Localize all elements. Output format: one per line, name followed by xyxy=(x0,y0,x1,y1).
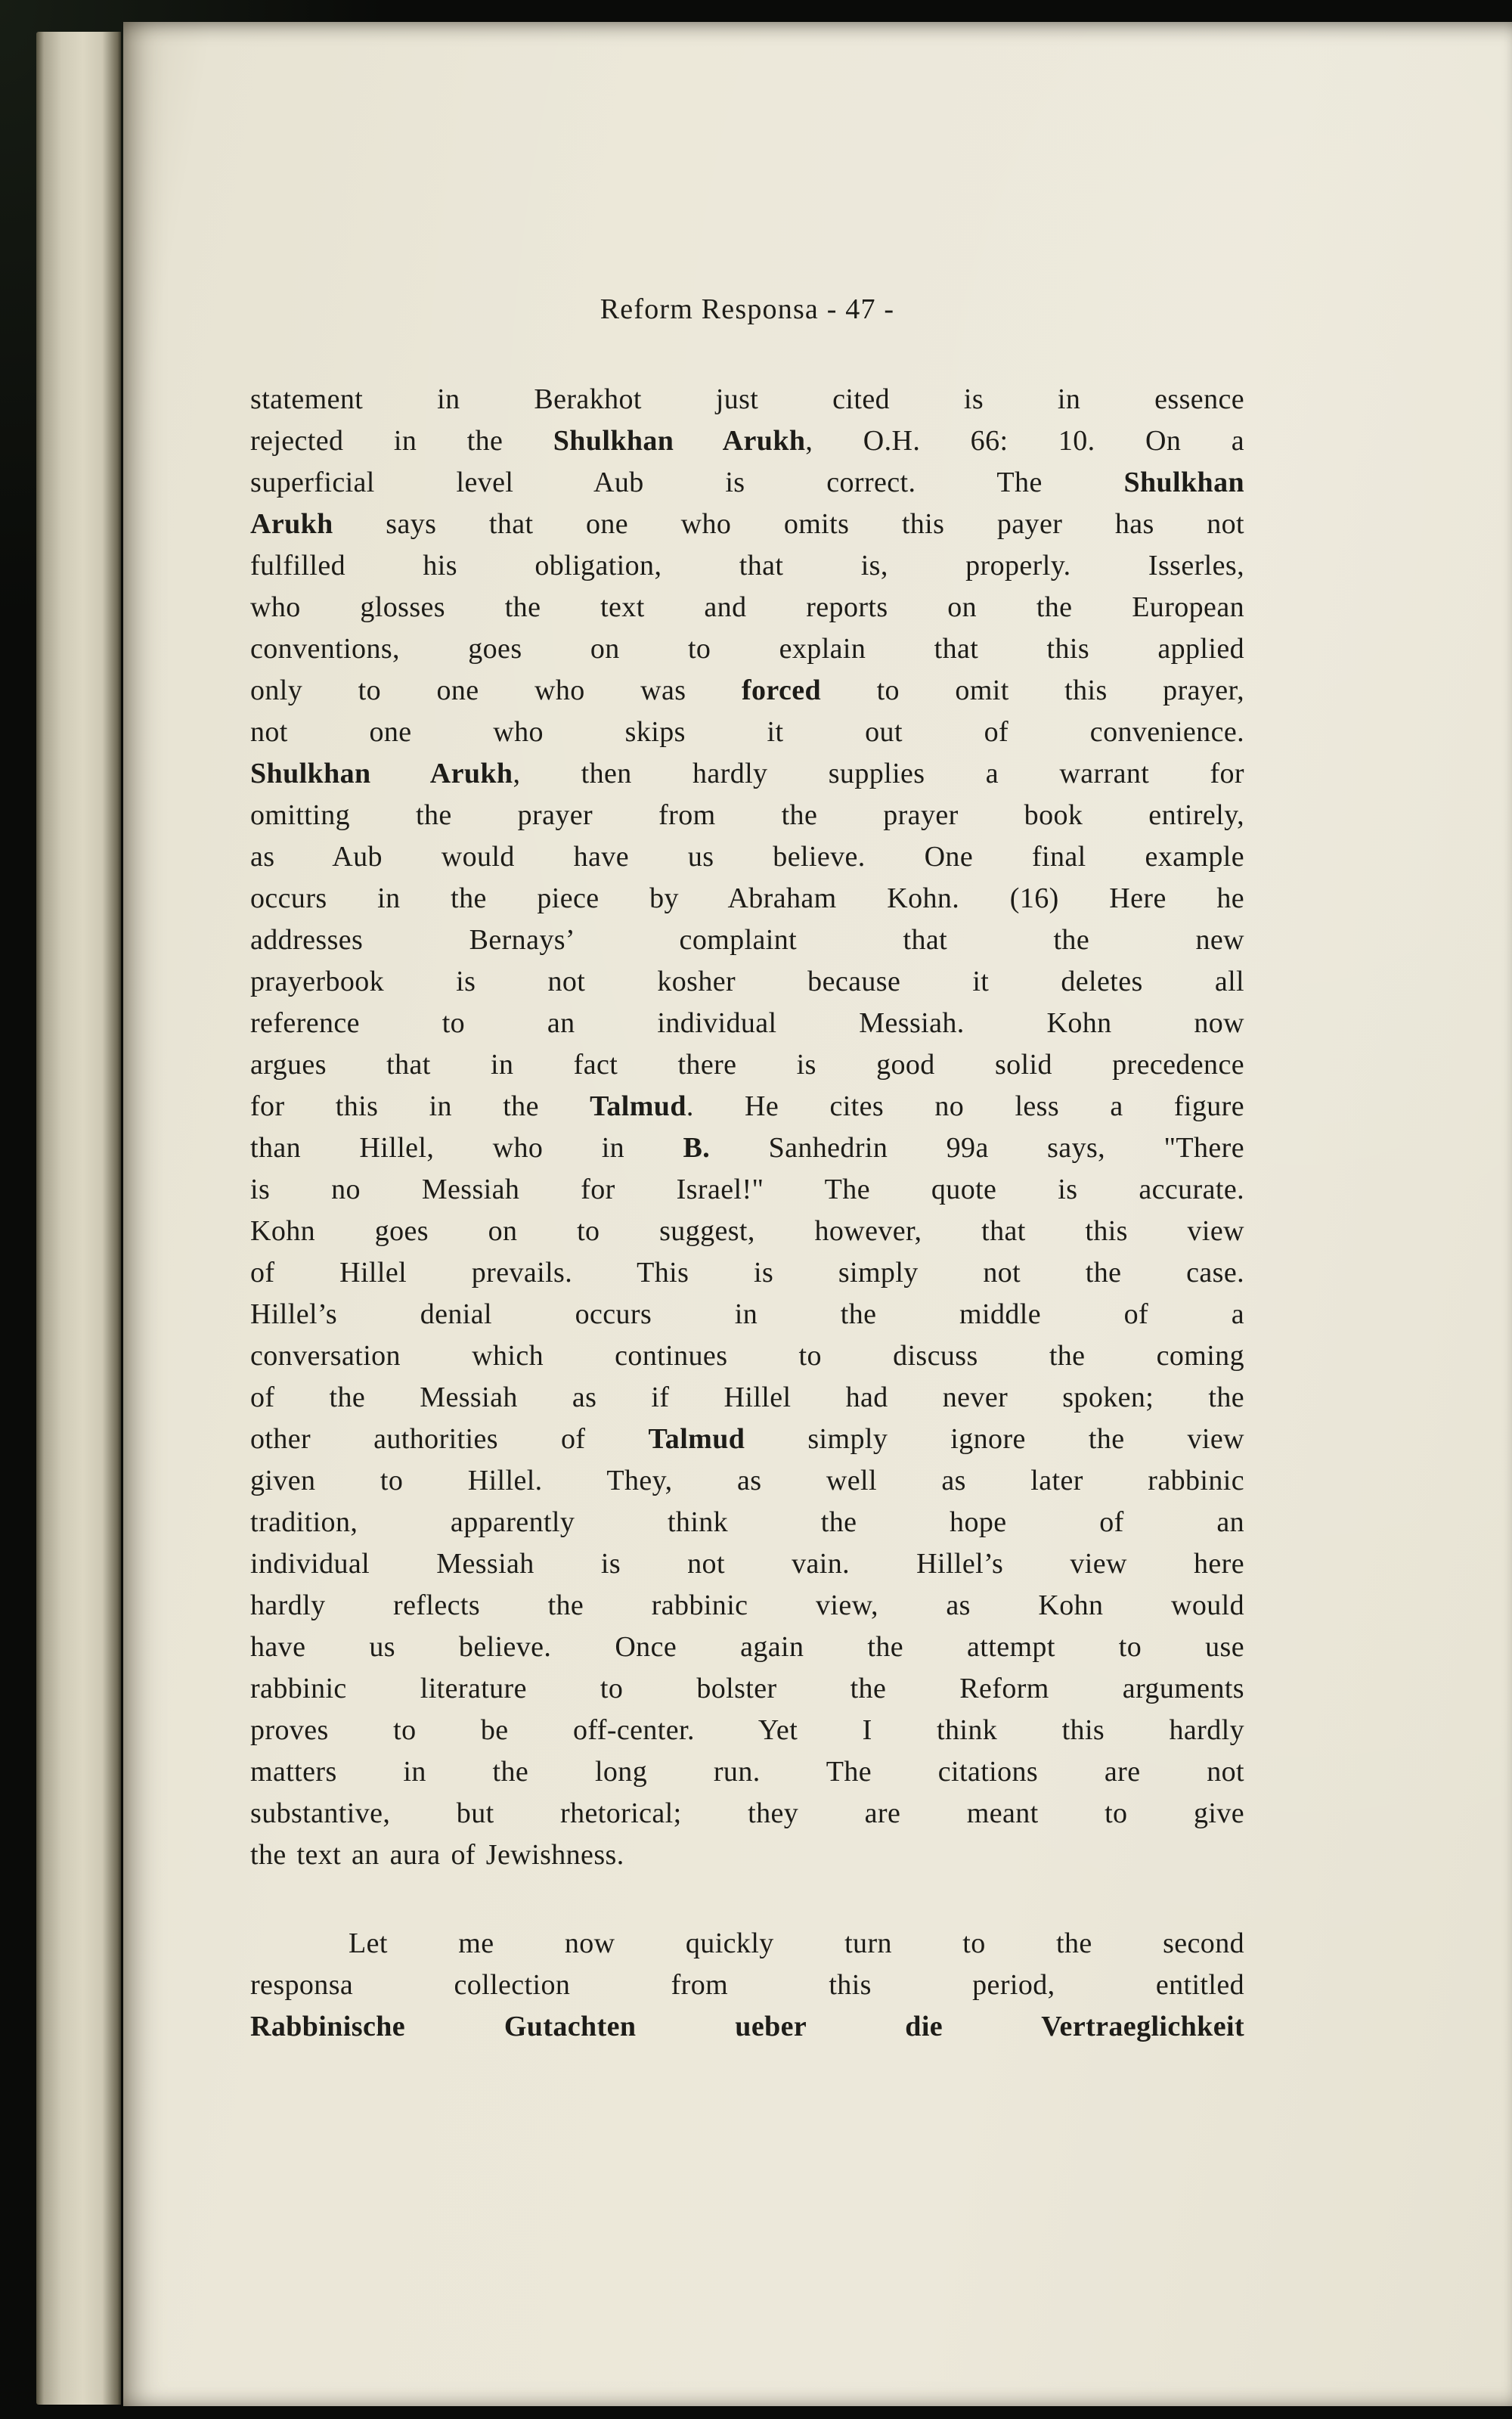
text-line: rejected in the Shulkhan Arukh, O.H. 66: 10. On a xyxy=(250,425,1244,457)
text-line: than Hillel, who in B. Sanhedrin 99a says, "There xyxy=(250,1132,1244,1164)
text-line: have us believe. Once again the attempt to use xyxy=(250,1631,1244,1663)
text-line: matters in the long run. The citations are not xyxy=(250,1756,1244,1788)
text-line: Kohn goes on to suggest, however, that this view xyxy=(250,1215,1244,1247)
text-line: Rabbinische Gutachten ueber die Vertraeglichkeit xyxy=(250,2011,1244,2042)
paragraph xyxy=(250,1923,1244,2048)
text-line: addresses Bernays’ complaint that the new xyxy=(250,924,1244,956)
text-line: other authorities of Talmud simply ignore the view xyxy=(250,1423,1244,1455)
text-line: conventions, goes on to explain that this applied xyxy=(250,633,1244,665)
text-line: Arukh says that one who omits this payer has not xyxy=(250,508,1244,540)
text-line: tradition, apparently think the hope of an xyxy=(250,1506,1244,1538)
text-line: for this in the Talmud. He cites no less a figure xyxy=(250,1090,1245,1122)
previous-page-edge xyxy=(36,32,121,2405)
page-text-block xyxy=(250,293,1244,2048)
page-header: Reform Responsa - 47 - xyxy=(600,293,895,325)
text-line: proves to be off-center. Yet I think this hardly xyxy=(250,1714,1244,1746)
text-line: substantive, but rhetorical; they are meant to give xyxy=(250,1797,1244,1829)
text-line: Hillel’s denial occurs in the middle of a xyxy=(250,1298,1244,1330)
text-line: occurs in the piece by Abraham Kohn. (16) Here he xyxy=(250,882,1244,914)
text-line: superficial level Aub is correct. The Shulkhan xyxy=(250,467,1244,498)
text-line: responsa collection from this period, entitled xyxy=(250,1969,1244,2001)
text-line: is no Messiah for Israel!" The quote is accurate. xyxy=(250,1174,1244,1205)
text-line: omitting the prayer from the prayer book entirely, xyxy=(250,799,1244,831)
text-line: statement in Berakhot just cited is in essence xyxy=(250,383,1244,415)
text-line: prayerbook is not kosher because it deletes all xyxy=(250,966,1244,997)
text-line: not one who skips it out of convenience. xyxy=(250,716,1244,748)
text-line: only to one who was forced to omit this prayer, xyxy=(250,675,1244,706)
text-line: fulfilled his obligation, that is, properly. Isserles, xyxy=(250,550,1244,581)
text-line: as Aub would have us believe. One final example xyxy=(250,841,1244,873)
text-line: individual Messiah is not vain. Hillel’s view here xyxy=(250,1548,1244,1580)
text-line: argues that in fact there is good solid precedence xyxy=(250,1049,1244,1081)
paragraph xyxy=(250,379,1244,1876)
text-line: the text an aura of Jewishness. xyxy=(250,1839,624,1871)
text-line: Shulkhan Arukh, then hardly supplies a warrant for xyxy=(250,758,1244,789)
text-line: given to Hillel. They, as well as later rabbinic xyxy=(250,1465,1244,1496)
text-line: hardly reflects the rabbinic view, as Kohn would xyxy=(250,1589,1244,1621)
text-line: conversation which continues to discuss the coming xyxy=(250,1340,1244,1372)
book-page xyxy=(123,22,1512,2406)
page-body xyxy=(250,379,1244,2048)
text-line: rabbinic literature to bolster the Reform arguments xyxy=(250,1673,1244,1704)
text-line: Let me now quickly turn to the second xyxy=(349,1927,1244,1959)
text-line: who glosses the text and reports on the European xyxy=(250,591,1244,623)
text-line: of Hillel prevails. This is simply not the case. xyxy=(250,1257,1244,1289)
text-line: reference to an individual Messiah. Kohn now xyxy=(250,1007,1244,1039)
text-line: of the Messiah as if Hillel had never spoken; the xyxy=(250,1382,1244,1413)
